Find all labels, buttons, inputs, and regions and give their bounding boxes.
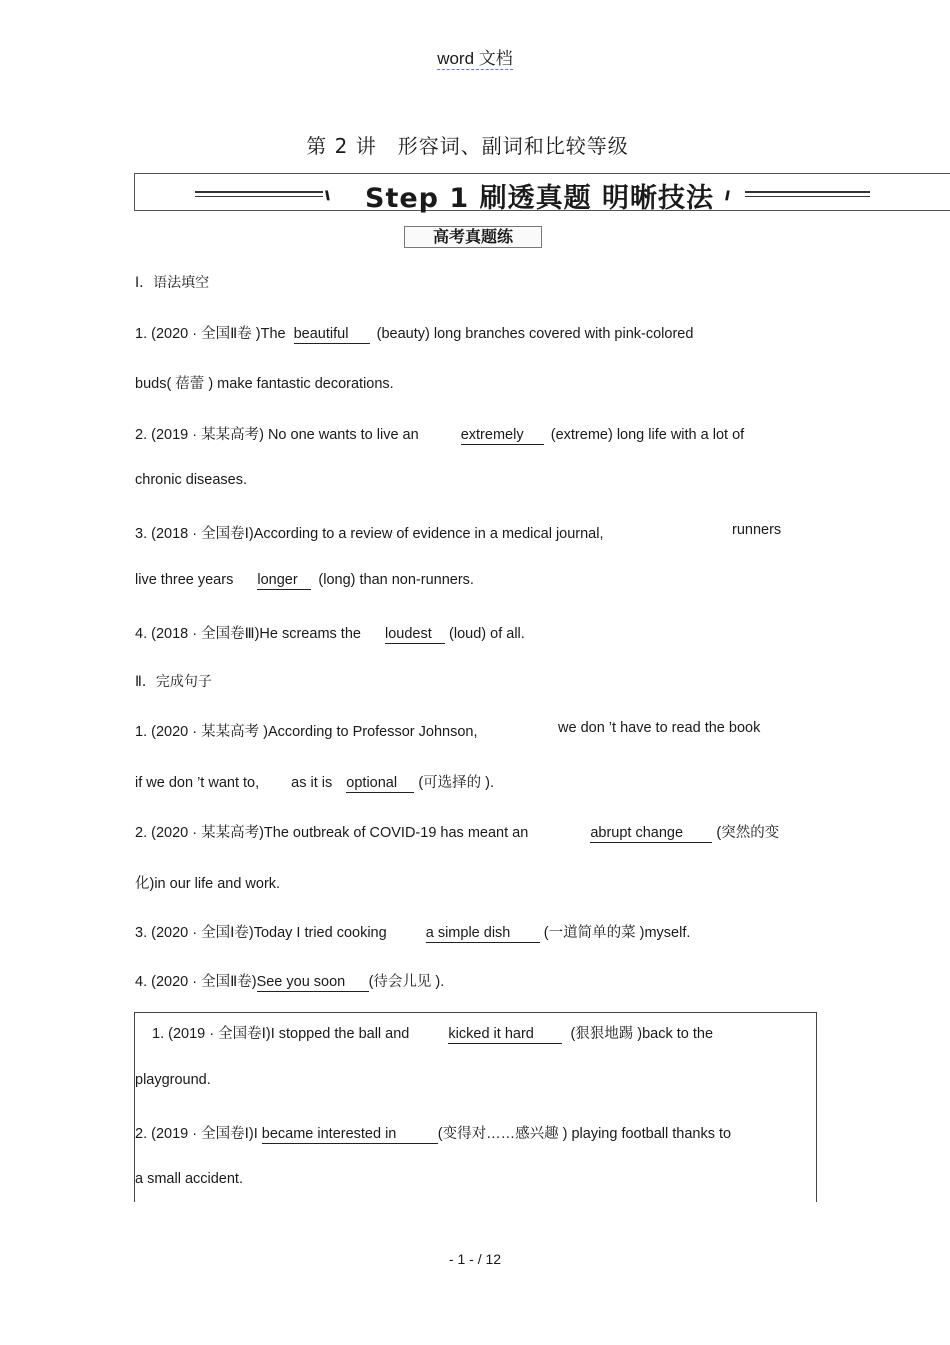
s2-q2-line2: 化)in our life and work. bbox=[135, 876, 281, 892]
section-tag: 高考真题练 bbox=[404, 226, 542, 248]
s2-q1-line1: 1. (2020 · 某某高考 )According to Professor Johnson, bbox=[135, 724, 478, 740]
s1-q4-post: (loud) of all. bbox=[449, 626, 525, 642]
s1-q1-answer: beautiful bbox=[294, 326, 370, 344]
banner-line-right-1 bbox=[745, 191, 870, 193]
s1-q4-line bbox=[135, 622, 525, 644]
box-q2-answer: became interested in bbox=[262, 1126, 438, 1144]
s1-q4-pre: 4. (2018 · 全国卷Ⅲ)He screams the bbox=[135, 626, 361, 642]
page-number: - 1 - / 12 bbox=[448, 1251, 502, 1267]
s2-q3-answer: a simple dish bbox=[426, 925, 540, 943]
s1-q1-pre: 1. (2020 · 全国Ⅱ卷 )The bbox=[135, 326, 286, 342]
box-q1-answer: kicked it hard bbox=[448, 1026, 562, 1044]
s2-q1-answer: optional bbox=[346, 775, 414, 793]
s2-q4-line bbox=[135, 970, 444, 992]
s2-q3-post: (一道简单的菜 )myself. bbox=[543, 925, 691, 941]
s1-q1-post: (beauty) long branches covered with pink-colored bbox=[376, 326, 694, 342]
s2-q2-answer: abrupt change bbox=[590, 825, 712, 843]
banner-text: Step 1 刷透真题 明晰技法 bbox=[365, 183, 714, 214]
section2-heading: Ⅱ．完成句子 bbox=[135, 674, 212, 690]
box-q2-line1 bbox=[135, 1122, 731, 1144]
s2-q1-line2-mid: as it is bbox=[291, 775, 333, 791]
s2-q1-line2-pre: if we don ’t want to, bbox=[135, 775, 260, 791]
s1-q3-line1-end: runners bbox=[732, 522, 782, 538]
s2-q4-post: (待会儿见 ). bbox=[368, 974, 445, 990]
banner-line-left-1 bbox=[195, 191, 323, 193]
s1-q3-line1: 3. (2018 · 全国卷Ⅰ)According to a review of evidence in a medical journal, bbox=[135, 526, 604, 542]
s1-q2-answer: extremely bbox=[461, 427, 544, 445]
s2-q2-line1 bbox=[135, 821, 779, 843]
s2-q2-pre: 2. (2020 · 某某高考)The outbreak of COVID-19 has meant an bbox=[135, 825, 529, 841]
s2-q4-answer: See you soon bbox=[257, 974, 369, 992]
s1-q2-line1 bbox=[135, 423, 744, 445]
s2-q4-pre: 4. (2020 · 全国Ⅱ卷) bbox=[135, 974, 257, 990]
s1-q4-answer: loudest bbox=[385, 626, 445, 644]
banner-line-right-2 bbox=[745, 196, 870, 197]
section1-heading: Ⅰ．语法填空 bbox=[135, 275, 210, 291]
s1-q1-line1 bbox=[135, 322, 693, 344]
box-q1-line1 bbox=[152, 1022, 713, 1044]
box-q1-post: (狠狠地踢 )back to the bbox=[570, 1026, 714, 1042]
s2-q2-post: (突然的变 bbox=[716, 825, 780, 841]
box-q2-line2: a small accident. bbox=[135, 1171, 243, 1187]
box-q2-post: (变得对……感兴趣 ) playing football thanks to bbox=[437, 1126, 732, 1142]
s1-q3-line2-pre: live three years bbox=[135, 572, 234, 588]
box-q1-line2: playground. bbox=[135, 1072, 211, 1088]
s1-q2-post: (extreme) long life with a lot of bbox=[550, 427, 745, 443]
banner-left-marks: \\\ bbox=[325, 188, 327, 203]
s2-q3-line bbox=[135, 921, 690, 943]
s2-q1-line1-end: we don ’t have to read the book bbox=[558, 720, 761, 736]
box-q1-pre: 1. (2019 · 全国卷Ⅰ)I stopped the ball and bbox=[152, 1026, 410, 1042]
s2-q1-line2 bbox=[135, 771, 494, 793]
s1-q1-line2: buds( 蓓蕾 ) make fantastic decorations. bbox=[135, 376, 394, 392]
s1-q2-line2: chronic diseases. bbox=[135, 472, 248, 488]
box-q2-pre: 2. (2019 · 全国卷Ⅰ)I bbox=[135, 1126, 258, 1142]
s1-q3-line2-post: (long) than non-runners. bbox=[318, 572, 474, 588]
lesson-title: 第 2 讲 形容词、副词和比较等级 bbox=[306, 134, 629, 158]
s1-q3-answer: longer bbox=[257, 572, 311, 590]
s2-q3-pre: 3. (2020 · 全国Ⅰ卷)Today I tried cooking bbox=[135, 925, 387, 941]
document-header bbox=[0, 44, 950, 69]
banner-right-marks: /// bbox=[725, 188, 727, 203]
s1-q3-line2 bbox=[135, 572, 474, 590]
header-label: word 文档 bbox=[437, 49, 513, 68]
banner-line-left-2 bbox=[195, 196, 323, 197]
s2-q1-line2-post: (可选择的 ). bbox=[418, 775, 495, 791]
s1-q2-pre: 2. (2019 · 某某高考) No one wants to live an bbox=[135, 427, 419, 443]
step-banner bbox=[134, 173, 950, 214]
